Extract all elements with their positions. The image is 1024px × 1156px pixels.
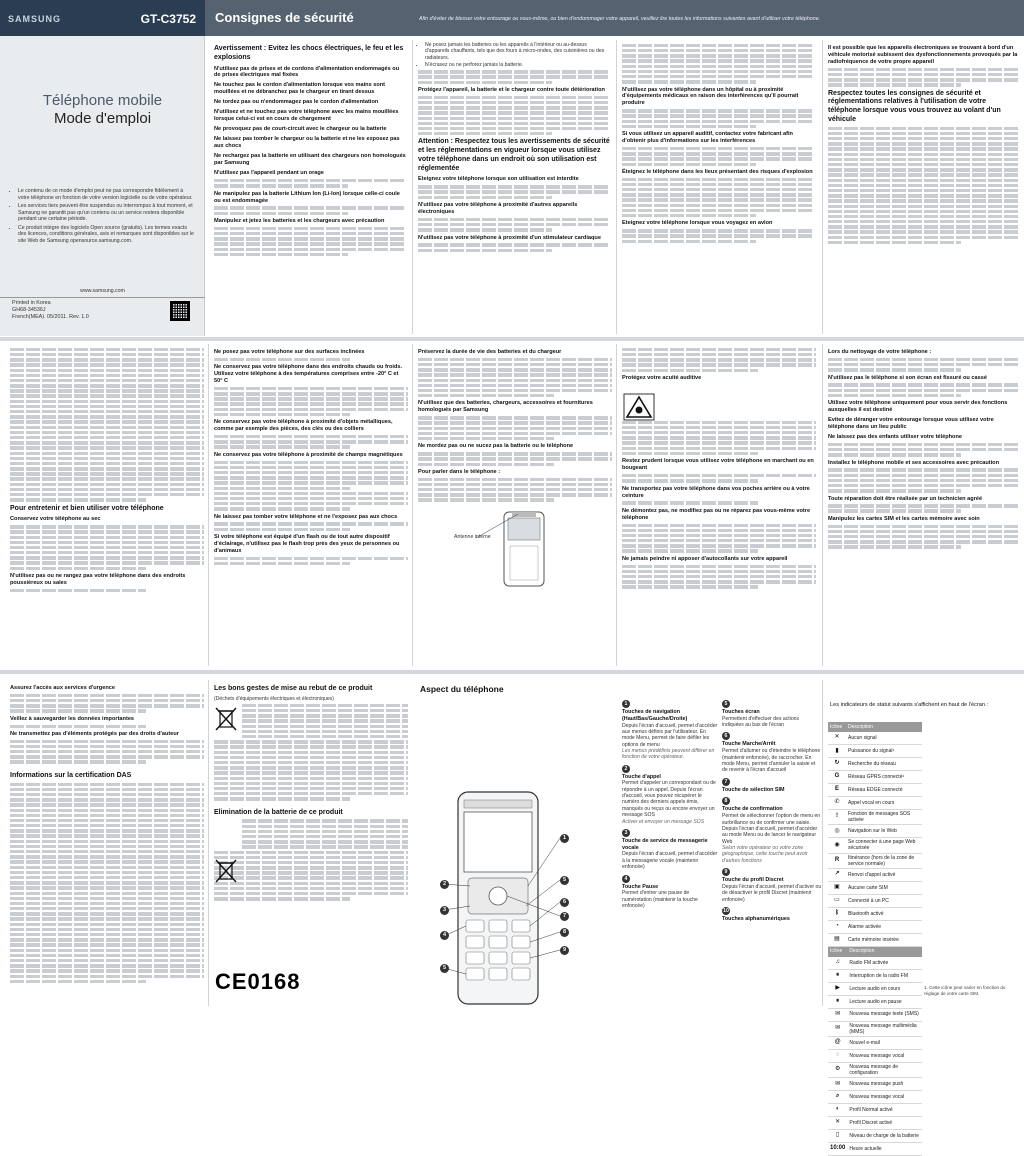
cover-title-line1: Téléphone mobile xyxy=(42,92,163,109)
edge-icon: E xyxy=(828,784,846,797)
voicemail-icon: ◌ xyxy=(828,1049,847,1062)
care-rule: Manipulez les cartes SIM et les cartes mémoire avec soin xyxy=(828,515,980,522)
disposal-subheading: (Déchets d'équipements électriques et électroniques) xyxy=(214,695,334,702)
indicator-description: Réseau EDGE connecté xyxy=(846,784,922,797)
indicator-description: Radio FM activée xyxy=(847,957,922,970)
cover-note: • Ce produit intègre des logiciels Open source (gratuits). Les termes exacts des licences, conditions générales, avis et remarques sont disponibles sur le site Web de Samsung opensource.samsung.com. xyxy=(18,225,196,245)
phone-diagram xyxy=(440,790,600,1006)
network-search-icon: ↻ xyxy=(828,758,846,771)
disposal-heading: Les bons gestes de mise au rebut de ce produit xyxy=(214,685,373,692)
bluetooth-icon: ᛒ xyxy=(828,907,846,920)
print-info xyxy=(12,300,89,320)
key-item: 8 Touche de confirmation Permet de sélectionner l'option de menu en surbrillance ou de confirmer une saisie. Depuis l'écran d'accueil, permet d'accéder au mode Menu ou de lancer le navigateur Web Selon votre opérateur ou votre zone géographique, cette touche peut avoir d'autres fonctions xyxy=(722,798,821,864)
indicator-description: Profil Normal activé xyxy=(847,1104,922,1117)
push-icon: ✉ xyxy=(828,1078,847,1091)
indicator-row xyxy=(828,995,922,1008)
indicator-description: Lecture audio en pause xyxy=(847,995,922,1008)
cover-title-line2: Mode d'emploi xyxy=(53,110,152,127)
cover-notes xyxy=(10,188,196,246)
care-rule: Ne mordez pas ou ne sucez pas la batterie ou le téléphone xyxy=(418,443,574,450)
care-rule: Ne transportez pas votre téléphone dans vos poches arrière ou à votre ceinture xyxy=(622,485,810,499)
indicator-row xyxy=(828,907,922,920)
care-rule: Utilisez votre téléphone uniquement pour vous servir des fonctions auxquelles il est destiné xyxy=(828,400,1008,414)
icon-column-header: Icône xyxy=(828,722,846,732)
security-column-2 xyxy=(418,42,610,334)
signal-icon: ✕ xyxy=(828,732,846,745)
indicator-row xyxy=(828,745,922,758)
indicator-description: Réseau GPRS connecté¹ xyxy=(846,771,922,784)
security-bullet: • N'écrasez ou ne perforez jamais la batterie. xyxy=(425,62,610,68)
security-column-3 xyxy=(622,42,814,334)
call-icon: ✆ xyxy=(828,796,846,809)
indicator-description: Navigation sur le Web xyxy=(846,825,922,838)
indicator-row xyxy=(828,957,922,970)
clock-icon: 10:00 xyxy=(828,1142,847,1155)
security-rule: Manipulez et jetez les batteries et les chargeurs avec précaution xyxy=(214,218,385,225)
memory-card-icon: ▤ xyxy=(828,933,846,946)
indicator-row xyxy=(828,982,922,995)
indicator-row xyxy=(828,1062,922,1078)
hearing-warning-icon xyxy=(624,394,654,420)
description-column-header: Description xyxy=(847,947,922,957)
battery-disposal-heading: Elimination de la batterie de ce produit xyxy=(214,808,343,816)
cover-panel xyxy=(0,0,205,336)
print-country: Printed in Korea xyxy=(12,300,51,306)
care-rule: Ne jamais peindre ni apposer d'autocollants sur votre appareil xyxy=(622,555,788,562)
care-column-2 xyxy=(214,346,408,666)
indicator-description: Puissance du signal¹ xyxy=(846,745,922,758)
security-rule: Ne laissez pas tomber le chargeur ou la batterie et ne les exposez pas aux chocs xyxy=(214,136,400,150)
indicator-description: Niveau de charge de la batterie xyxy=(847,1129,922,1142)
key-item: 4 Touche Pause Permet d'entrer une pause de numérotation (maintenir la touche enfoncée) xyxy=(622,875,698,909)
security-rule: Ne provoquez pas de court-circuit avec le chargeur ou la batterie xyxy=(214,126,387,133)
security-rule: Ne tordez pas ou n'endommagez pas le cordon d'alimentation xyxy=(214,99,379,106)
indicator-row xyxy=(828,1116,922,1129)
indicator-table-left xyxy=(828,722,922,947)
indicator-row xyxy=(828,1104,922,1117)
indicator-description: Nouveau message vocal xyxy=(847,1049,922,1062)
mms-icon: ✉ xyxy=(828,1021,847,1037)
callout-marker: 3 xyxy=(440,906,449,915)
indicator-footnote: 1. Cette icône peut varier en fonction du réglage de votre carte SIM. xyxy=(924,985,1006,996)
care-rule: Evitez de déranger votre entourage lorsque vous utilisez votre téléphone dans un lieu public xyxy=(828,417,994,431)
security-rule: Ne touchez pas le cordon d'alimentation lorsque vos mains sont mouillées et ne débranchez pas le chargeur en tirant dessus xyxy=(214,82,386,96)
driving-heading: Respectez toutes les consignes de sécurité et réglementations relatives à l'utilisation de votre téléphone lorsque vous vous trouvez au volant d'un véhicule xyxy=(828,89,1001,123)
callout-marker: 5 xyxy=(440,964,449,973)
care-rule: N'utilisez que des batteries, chargeurs, accessoires et fournitures homologués par Samsung xyxy=(418,400,593,414)
phone-antenna-icon xyxy=(496,508,556,588)
info-column-1 xyxy=(10,682,204,1004)
care-rule: Ne conservez pas votre téléphone à proximité d'objets métalliques, comme par exemple des pièces, des clés ou des colliers xyxy=(214,419,393,433)
info-rule: Ne transmettez pas d'éléments protégés par des droits d'auteur xyxy=(10,730,179,737)
callout-marker: 9 xyxy=(560,946,569,955)
indicator-row xyxy=(828,1037,922,1050)
email-icon: @ xyxy=(828,1037,847,1050)
icon-column-header: Icône xyxy=(828,947,847,957)
security-rule: N'utilisez pas l'appareil pendant un orage xyxy=(214,170,324,177)
indicator-row xyxy=(828,771,922,784)
security-title: Consignes de sécurité xyxy=(215,10,354,25)
care-rule: Protégez votre acuité auditive xyxy=(622,374,702,381)
indicator-row xyxy=(828,732,922,745)
attention-heading: Attention : Respectez tous les avertissements de sécurité et les réglementations en vigueur lorsque vous utilisez votre téléphone dans un endroit où son utilisation est réglementée xyxy=(418,138,610,172)
sms-icon: ✉ xyxy=(828,1008,847,1021)
security-heading: Avertissement : Evitez les chocs électriques, le feu et les explosions xyxy=(214,45,404,61)
sim-icon: ▣ xyxy=(828,882,846,895)
security-rule: Protégez l'appareil, la batterie et le chargeur contre toute détérioration xyxy=(418,87,605,93)
security-rule: Si vous utilisez un appareil auditif, contactez votre fabricant afin d'obtenir plus d'informations sur les interférences xyxy=(622,131,793,145)
care-rule: N'utilisez pas le téléphone si son écran est fissuré ou cassé xyxy=(828,374,987,381)
indicator-row xyxy=(828,1021,922,1037)
care-heading: Pour entretenir et bien utiliser votre téléphone xyxy=(10,504,164,512)
care-rule: Si votre téléphone est équipé d'un flash ou de tout autre dispositif d'éclairage, n'utilisez pas le flash trop près des yeux de personnes ou d'animaux xyxy=(214,534,400,554)
signal-bars-icon: ▮ xyxy=(828,745,846,758)
indicator-row xyxy=(828,784,922,797)
security-rule: N'utilisez pas votre téléphone dans un hôpital ou à proximité d'équipements médicaux en raison des interférences qu'il pourrait produire xyxy=(622,86,799,107)
security-rule: N'utilisez et ne touchez pas votre téléphone avec les mains mouillées lorsque celui-ci est en cours de chargement xyxy=(214,109,399,123)
care-rule: Installez le téléphone mobile et ses accessoires avec précaution xyxy=(828,459,999,466)
antenna-figure xyxy=(418,508,612,588)
indicator-description: Nouveau message de configuration xyxy=(847,1062,922,1078)
care-rule: Toute réparation doit être réalisée par un technicien agréé xyxy=(828,495,983,502)
antenna-label: Antenne interne xyxy=(454,533,491,540)
indicator-row xyxy=(828,869,922,882)
indicator-table-right xyxy=(828,947,922,1156)
part-number: GH68-34536J xyxy=(12,306,46,313)
indicator-description: Se connecter à une page Web sécurisée xyxy=(846,838,922,854)
security-rule: Eteignez votre téléphone lorsque vous voyagez en avion xyxy=(622,220,773,227)
security-rule: Ne manipulez pas la batterie Lithium Ion (Li-Ion) lorsque celle-ci coule ou est endommagée xyxy=(214,190,400,204)
alarm-icon: ◔ xyxy=(828,920,846,933)
care-rule: Ne conservez pas votre téléphone à proximité de champs magnétiques xyxy=(214,451,403,458)
callout-marker: 5 xyxy=(560,876,569,885)
key-item: 1 Touches de navigation (Haut/Bas/Gauche/Droite) Depuis l'écran d'accueil, permet d'accéder aux menus définis par l'utilisateur. En mode Menu, permet de faire défiler les options de menu Les menus prédéfinis peuvent différer en fonction de votre opérateur. xyxy=(622,701,718,761)
key-item: 6 Touche Marche/Arrêt Permet d'allumer ou d'éteindre le téléphone (maintenir enfoncée), de raccrocher. En mode Menu, permet d'annuler la saisie et de revenir à l'écran d'accueil xyxy=(722,733,821,774)
indicator-description: Alarme activée xyxy=(846,920,922,933)
indicator-description: Aucun signal xyxy=(846,732,922,745)
row-divider xyxy=(0,670,1024,674)
gprs-icon: G xyxy=(828,771,846,784)
indicator-tables xyxy=(828,722,1018,1156)
key-item: 9 Touche du profil Discret Depuis l'écran d'accueil, permet d'activer ou de désactiver le profil Discret (maintenir enfoncée) xyxy=(722,869,822,903)
security-rule: Éteignez le téléphone dans les lieux présentant des risques d'explosion xyxy=(622,168,813,175)
security-rule: Ne rechargez pas la batterie en utilisant des chargeurs non homologués par Samsung xyxy=(214,153,406,167)
key-item: 2 Touche d'appel Permet d'appeler un correspondant ou de répondre à un appel. Depuis l'écran d'accueil, vous pouvez récupérer le numéro des derniers appels émis, manqués ou reçus ou encore envoyer un message SOS Activer et envoyer un message SOS xyxy=(622,765,716,825)
indicator-row xyxy=(828,853,922,869)
globe-icon: ◎ xyxy=(828,825,846,838)
indicator-row xyxy=(828,969,922,982)
indicator-description: Nouveau message texte (SMS) xyxy=(847,1008,922,1021)
care-rule: Pour parler dans le téléphone : xyxy=(418,468,501,475)
callout-marker: 6 xyxy=(560,898,569,907)
radio-pause-icon: ⏸ xyxy=(828,969,847,982)
profile-silent-icon: ✕ xyxy=(828,1116,847,1129)
revision: French(MEA). 05/2011. Rev. 1.0 xyxy=(12,313,89,320)
model-number: GT-C3752 xyxy=(140,12,196,26)
key-descriptions-2 xyxy=(722,700,822,1006)
indicators-heading: Les indicateurs de statut suivants s'affichent en haut de l'écran : xyxy=(830,702,989,708)
voicemail2-icon: ⌕ xyxy=(828,1091,847,1104)
indicator-description: Connecté à un PC xyxy=(846,895,922,908)
secure-web-icon: ◉ xyxy=(828,838,846,854)
care-rule: Conservez votre téléphone au sec xyxy=(10,516,101,523)
security-rule: N'utilisez pas votre téléphone à proximité d'un stimulateur cardiaque xyxy=(418,234,601,241)
callout-marker: 7 xyxy=(560,912,569,921)
indicator-description: Bluetooth activé xyxy=(846,907,922,920)
care-column-3 xyxy=(418,346,612,666)
phone-layout-heading: Aspect du téléphone xyxy=(420,684,504,694)
indicator-description: Aucune carte SIM xyxy=(846,882,922,895)
indicator-description: Recherche du réseau xyxy=(846,758,922,771)
care-rule: Préservez la durée de vie des batteries et du chargeur xyxy=(418,349,562,355)
indicator-description: Appel vocal en cours xyxy=(846,796,922,809)
security-column-1 xyxy=(214,42,406,334)
security-header-band xyxy=(205,0,1024,36)
care-column-5 xyxy=(828,346,1018,666)
key-item: 5 Touches écran Permettent d'effectuer des actions indiquées au bas de l'écran xyxy=(722,701,800,729)
key-item: 10 Touches alphanumériques xyxy=(722,907,790,922)
callout-marker: 8 xyxy=(560,928,569,937)
care-rule: Ne laissez pas tomber votre téléphone et ne l'exposez pas aux chocs xyxy=(214,513,398,520)
qr-code-icon xyxy=(170,301,190,321)
indicator-description: Fonction de messages SOS activée xyxy=(846,809,922,825)
info-rule: Veillez à sauvegarder les données importantes xyxy=(10,715,135,722)
indicator-row xyxy=(828,825,922,838)
care-rule: Ne démontez pas, ne modifiez pas ou ne réparez pas vous-même votre téléphone xyxy=(622,507,811,521)
crossed-bin-icon xyxy=(215,858,237,884)
indicator-description: Itinérance (hors de la zone de service normale) xyxy=(846,853,922,869)
indicator-row xyxy=(828,1091,922,1104)
security-rule: N'utilisez pas votre téléphone à proximité d'autres appareils électroniques xyxy=(418,202,578,216)
care-rule: Ne posez pas votre téléphone sur des surfaces inclinées xyxy=(214,349,365,355)
key-item: 3 Touche de service de messagerie vocale Depuis l'écran d'accueil, permet d'accéder à la messagerie vocale (maintenir enfoncée) xyxy=(622,829,718,871)
indicator-description: Interruption de la radio FM xyxy=(847,969,922,982)
profile-normal-icon: ◐ xyxy=(828,1104,847,1117)
care-rule: N'utilisez pas ou ne rangez pas votre téléphone dans des endroits poussiéreux ou sales xyxy=(10,573,186,587)
care-rule: Lors du nettoyage de votre téléphone : xyxy=(828,349,932,355)
samsung-logo: SAMSUNG xyxy=(8,14,62,24)
forward-icon: ↗ xyxy=(828,869,846,882)
care-column-1 xyxy=(10,346,204,666)
indicator-description: Nouveau message push xyxy=(847,1078,922,1091)
sos-icon: ! xyxy=(828,809,846,825)
cover-note: • Les services tiers peuvent être suspendus ou interrompus à tout moment, et Samsung ne garantit pas qu'un contenu ou un service restera disponible pendant une certaine période. xyxy=(18,203,196,223)
indicator-description: Nouveau message vocal xyxy=(847,1091,922,1104)
security-column-4 xyxy=(828,42,1018,334)
security-rule: Eteignez votre téléphone lorsque son utilisation est interdite xyxy=(418,176,579,183)
indicator-row xyxy=(828,1129,922,1142)
audio-pause-icon: ⏸ xyxy=(828,995,847,1008)
das-heading: Informations sur la certification DAS xyxy=(10,771,132,779)
pc-icon: ▭ xyxy=(828,895,846,908)
indicator-row xyxy=(828,933,922,946)
care-rule: Ne conservez pas votre téléphone dans des endroits chauds ou froids. Utilisez votre téléphone à des températures comprises entre -20° C et 50° C xyxy=(214,364,403,385)
indicator-row xyxy=(828,809,922,825)
indicator-row xyxy=(828,1008,922,1021)
battery-icon: ▯ xyxy=(828,1129,847,1142)
row-divider xyxy=(0,337,1024,341)
callout-marker: 2 xyxy=(440,880,449,889)
crossed-bin-icon xyxy=(215,706,237,732)
indicator-row xyxy=(828,1049,922,1062)
indicator-description: Renvoi d'appel activé xyxy=(846,869,922,882)
indicator-description: Lecture audio en cours xyxy=(847,982,922,995)
security-intro: Afin d'éviter de blesser votre entourage ou vous-même, ou bien d'endommager votre appareil, veuillez lire toutes les informations suivantes avant d'utiliser votre téléphone. xyxy=(419,16,821,22)
audio-play-icon: ▶ xyxy=(828,982,847,995)
care-rule: Ne laissez pas des enfants utiliser votre téléphone xyxy=(828,434,962,441)
security-bullet: • Ne posez jamais les batteries ou les appareils à l'intérieur ou au-dessus d'appareils chauffants, tels que des fours à micro-ondes, des cuisinières ou des radiateurs. xyxy=(425,42,610,61)
key-descriptions-1 xyxy=(622,700,718,1006)
info-rule: Assurez l'accès aux services d'urgence xyxy=(10,685,115,691)
care-rule: Restez prudent lorsque vous utilisez votre téléphone en marchant ou en bougeant xyxy=(622,458,814,472)
indicator-description: Nouveau message multimédia (MMS) xyxy=(847,1021,922,1037)
description-column-header: Description xyxy=(846,722,922,732)
key-item: 7 Touche de sélection SIM xyxy=(722,778,785,793)
website-link[interactable]: www.samsung.com xyxy=(0,288,205,298)
indicator-description: Carte mémoire insérée xyxy=(846,933,922,946)
ce-mark: CE0168 xyxy=(215,969,301,994)
config-icon: ⚙ xyxy=(828,1062,847,1078)
callout-marker: 1 xyxy=(560,834,569,843)
indicator-description: Profil Discret activé xyxy=(847,1116,922,1129)
indicator-row xyxy=(828,1078,922,1091)
indicator-row xyxy=(828,1142,922,1155)
indicator-row xyxy=(828,796,922,809)
callout-marker: 4 xyxy=(440,931,449,940)
security-rule: Il est possible que les appareils électroniques se trouvant à bord d'un véhicule motorisé subissent des dysfonctionnements provoqués par la radiofréquence de votre propre appareil xyxy=(828,45,1018,65)
cover-note: • Le contenu de ce mode d'emploi peut ne pas correspondre fidèlement à votre téléphone en fonction de votre version logicielle ou de votre opérateur. xyxy=(18,188,196,201)
indicator-row xyxy=(828,920,922,933)
indicator-description: Nouvel e-mail xyxy=(847,1037,922,1050)
indicator-row xyxy=(828,882,922,895)
security-rule: N'utilisez pas de prises et de cordons d'alimentation endommagés ou de prises électriques mal fixées xyxy=(214,65,400,79)
indicator-row xyxy=(828,895,922,908)
indicator-row xyxy=(828,838,922,854)
indicator-description: Heure actuelle xyxy=(847,1142,922,1155)
roaming-icon: R xyxy=(828,853,846,869)
radio-icon: ♫ xyxy=(828,957,847,970)
indicator-row xyxy=(828,758,922,771)
info-column-2 xyxy=(214,682,408,962)
